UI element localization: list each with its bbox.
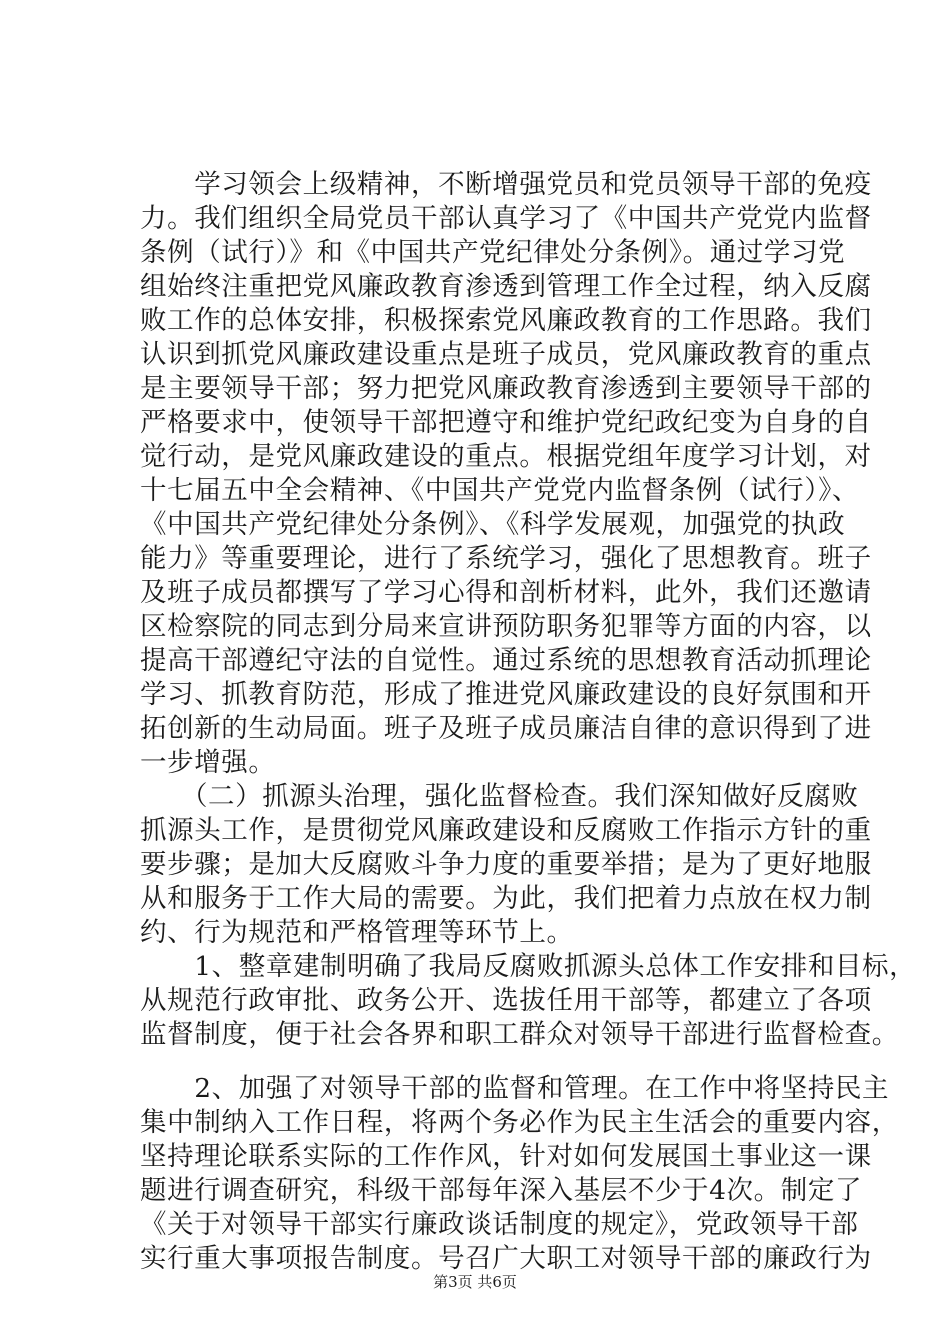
text-line: 败工作的总体安排，积极探索党风廉政教育的工作思路。我们	[140, 305, 872, 336]
text-line: 抓源头工作，是贯彻党风廉政建设和反腐败工作指示方针的重	[140, 815, 872, 846]
text-line: 能力》等重要理论，进行了系统学习，强化了思想教育。班子	[140, 543, 872, 574]
text-line: 是主要领导干部；努力把党风廉政教育渗透到主要领导干部的	[140, 373, 872, 404]
text-line: 严格要求中，使领导干部把遵守和维护党纪政纪变为自身的自	[140, 407, 872, 438]
text-line: 区检察院的同志到分局来宣讲预防职务犯罪等方面的内容，以	[140, 611, 872, 642]
text-line: 拓创新的生动局面。班子及班子成员廉洁自律的意识得到了进	[140, 713, 872, 744]
text-line: 实行重大事项报告制度。号召广大职工对领导干部的廉政行为	[140, 1243, 872, 1274]
text-line: 提高干部遵纪守法的自觉性。通过系统的思想教育活动抓理论	[140, 645, 872, 676]
text-line: 力。我们组织全局党员干部认真学习了《中国共产党党内监督	[140, 203, 872, 234]
text-line: （二）抓源头治理，强化监督检查。我们深知做好反腐败	[140, 781, 859, 812]
text-line: 1、整章建制明确了我局反腐败抓源头总体工作安排和目标，	[140, 951, 917, 982]
text-line: 《关于对领导干部实行廉政谈话制度的规定》，党政领导干部	[140, 1209, 859, 1240]
text-line: 监督制度，便于社会各界和职工群众对领导干部进行监督检查。	[140, 1019, 899, 1050]
text-line: 从和服务于工作大局的需要。为此，我们把着力点放在权力制	[140, 883, 872, 914]
text-line: 条例（试行）》和《中国共产党纪律处分条例》。通过学习党	[140, 237, 846, 268]
text-line: 及班子成员都撰写了学习心得和剖析材料，此外，我们还邀请	[140, 577, 872, 608]
text-line: 集中制纳入工作日程，将两个务必作为民主生活会的重要内容，	[140, 1107, 899, 1138]
text-line: 组始终注重把党风廉政教育渗透到管理工作全过程，纳入反腐	[140, 271, 872, 302]
text-line: 学习、抓教育防范，形成了推进党风廉政建设的良好氛围和开	[140, 679, 872, 710]
text-line: 学习领会上级精神，不断增强党员和党员领导干部的免疫	[140, 169, 872, 200]
text-line: 要步骤；是加大反腐败斗争力度的重要举措；是为了更好地服	[140, 849, 872, 880]
text-line: 从规范行政审批、政务公开、选拔任用干部等，都建立了各项	[140, 985, 872, 1016]
text-line: 2、加强了对领导干部的监督和管理。在工作中将坚持民主	[140, 1073, 890, 1104]
text-line: 《中国共产党纪律处分条例》、《科学发展观，加强党的执政	[140, 509, 846, 540]
text-line: 坚持理论联系实际的工作作风，针对如何发展国土事业这一课	[140, 1141, 872, 1172]
text-line: 觉行动，是党风廉政建设的重点。根据党组年度学习计划，对	[140, 441, 872, 472]
text-line: 约、行为规范和严格管理等环节上。	[140, 917, 574, 948]
page-footer: 第3页 共6页	[433, 1273, 517, 1291]
text-line: 题进行调查研究，科级干部每年深入基层不少于4次。制定了	[140, 1175, 863, 1206]
text-line: 认识到抓党风廉政建设重点是班子成员，党风廉政教育的重点	[140, 339, 872, 370]
text-line: 十七届五中全会精神、《中国共产党党内监督条例（试行）》、	[140, 475, 860, 506]
text-line: 一步增强。	[140, 747, 276, 778]
